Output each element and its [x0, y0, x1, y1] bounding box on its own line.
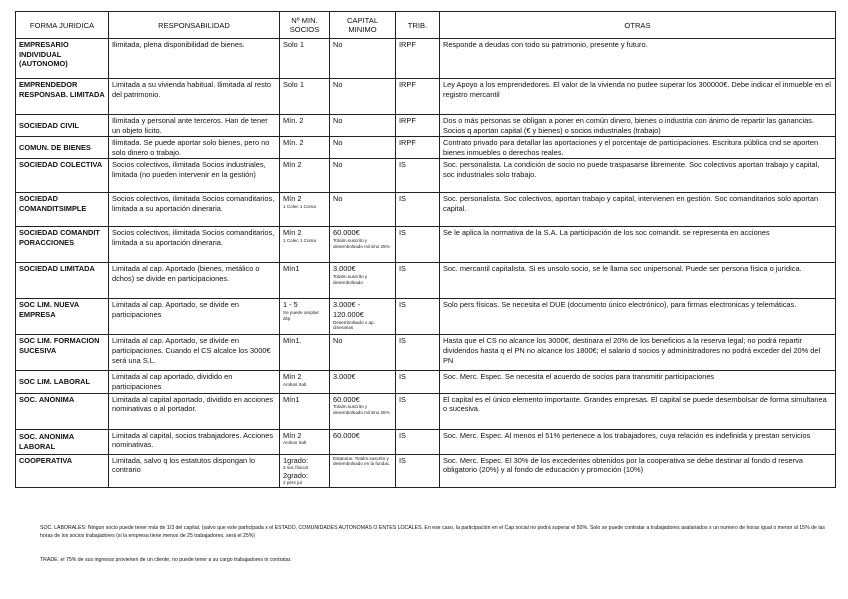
- responsabilidad-text: Limitada al cap. Aportado, se divide en participaciones. Cuando el CS alcalce los 3000€ será una S.L.: [112, 336, 271, 365]
- cell-responsabilidad: [109, 137, 280, 159]
- otras-text: Soc. Merc. Espec. El 30% de los excedentes obtenidos por la cooperativa se debe destinar al fondo d reserva obligatorio (20%) y al fondo de educación y promoción (10%): [443, 455, 803, 475]
- header-otras: OTRAS: [440, 12, 836, 39]
- responsabilidad-text: Limitada, salvo q los estatutos dispongan lo contrario: [112, 455, 255, 475]
- cell-trib: [396, 393, 440, 429]
- cell-trib: [396, 115, 440, 137]
- socios-note: Se puede ampliar dsp: [283, 309, 320, 321]
- capital-text: No: [333, 336, 343, 346]
- otras-text: Soc. mercantil capitalista. Si es unsolo socio, se le llama soc unipersonal. Puede ser persona física o jurídica.: [443, 264, 802, 274]
- responsabilidad-text: Socios colectivos, ilimitada Socios comanditarios, limitada a su aportación dineraria.: [112, 228, 275, 247]
- socios-text: Mín1: [283, 394, 300, 404]
- otras-text: Contrato privado para detallar las aportaciones y el porcentaje de participaciones. Escritura pública cnd se aporten bienes inmuebles o derechos reales.: [443, 138, 819, 157]
- forma-juridica-text: SOC. ANONIMA LABORAL: [19, 431, 74, 451]
- cell-responsabilidad: [109, 393, 280, 429]
- cell-otras: [440, 79, 836, 115]
- cell-otras: [440, 159, 836, 193]
- cell-capital: [330, 299, 396, 335]
- table-row: [16, 115, 836, 137]
- note-trade: TRADE: el 75% de sus ingresos provienen de un cliente, no puede tener a su cargo trabajadores ni contratar.: [40, 557, 292, 563]
- cell-responsabilidad: [109, 193, 280, 227]
- forma-juridica-text: EMPRESARIO INDIVIDUAL (AUTONOMO): [19, 40, 69, 69]
- cell-capital: [330, 159, 396, 193]
- responsabilidad-text: Ilimitada, plena disponibilidad de bienes.: [112, 40, 245, 49]
- socios-note: Ambos trab: [283, 440, 307, 446]
- forma-juridica-text: SOC LIM. FORMACION SUCESIVA: [19, 336, 100, 355]
- cell-responsabilidad: [109, 115, 280, 137]
- capital-text: 3.000€: [333, 264, 356, 274]
- table-row: [16, 429, 836, 454]
- capital-text: No: [333, 116, 343, 125]
- forma-juridica-text: SOCIEDAD COLECTIVA: [19, 160, 103, 170]
- cell-capital: [330, 371, 396, 393]
- forma-juridica-text: EMPRENDEDOR RESPONSAB. LIMITADA: [19, 80, 105, 99]
- capital-text: No: [333, 194, 343, 204]
- cell-responsabilidad: [109, 429, 280, 454]
- cell-capital: [330, 454, 396, 487]
- tributacion-text: IS: [399, 336, 406, 346]
- capital-text: No: [333, 80, 343, 89]
- cell-socios: [280, 335, 330, 371]
- cell-capital: [330, 115, 396, 137]
- socios-note: 1 Colec 1 Coma: [283, 237, 316, 243]
- capital-note: Totalm.suscrito y desembolsado mínimo 25%: [333, 404, 390, 415]
- responsabilidad-text: Limitada al capital, socios trabajadores. Acciones nominativas.: [112, 430, 274, 450]
- cell-socios: [280, 137, 330, 159]
- socios-text: Mín1: [283, 264, 300, 274]
- otras-text: Soc. Merc. Espec. Al menos el 51% pertenece a los trabajadores, cuya relación es indefinida y prestan servicios: [443, 430, 811, 440]
- tributacion-text: IS: [399, 394, 406, 404]
- cell-trib: [396, 454, 440, 487]
- cell-trib: [396, 429, 440, 454]
- cell-otras: [440, 193, 836, 227]
- cell-trib: [396, 159, 440, 193]
- tributacion-text: IRPF: [399, 80, 416, 89]
- socios-text: Mín 2: [283, 372, 302, 382]
- capital-text: 60.000€: [333, 228, 360, 238]
- cell-otras: [440, 371, 836, 393]
- socios-text: Mín 2: [283, 430, 302, 440]
- tributacion-text: IS: [399, 430, 406, 440]
- otras-text: Se le aplica la normativa de la S.A. La participación de los soc comandit. se representa en acciones: [443, 228, 770, 238]
- cell-otras: [440, 227, 836, 263]
- cell-socios: [280, 115, 330, 137]
- cell-responsabilidad: [109, 79, 280, 115]
- cell-forma: [16, 429, 109, 454]
- legal-forms-table: [15, 11, 836, 488]
- cell-socios: [280, 227, 330, 263]
- responsabilidad-text: Limitada al cap aportado, dividido en participaciones: [112, 372, 233, 391]
- tributacion-text: IS: [399, 300, 406, 310]
- forma-juridica-text: SOCIEDAD LIMITADA: [19, 264, 95, 274]
- table-row: [16, 393, 836, 429]
- cell-trib: [396, 263, 440, 299]
- responsabilidad-text: Socios colectivos, ilimitada Socios comanditarios, limitada a su aportación dineraria.: [112, 194, 275, 213]
- header-trib: TRIB.: [396, 12, 440, 39]
- table-row: [16, 159, 836, 193]
- table-row: [16, 454, 836, 487]
- tributacion-text: IRPF: [399, 116, 416, 125]
- table-row: [16, 227, 836, 263]
- cell-forma: [16, 193, 109, 227]
- cell-forma: [16, 159, 109, 193]
- cell-capital: [330, 137, 396, 159]
- responsabilidad-text: Limitada al cap. Aportado (bienes, metálico o dchos) se divide en participaciones.: [112, 264, 260, 283]
- capital-text: 3.000€ - 120.000€: [333, 300, 364, 319]
- cell-trib: [396, 227, 440, 263]
- tributacion-text: IS: [399, 194, 406, 204]
- otras-text: Soc. personalista. La condición de socio no puede traspasarse libremente. Soc colectivos aportan trabajo y capital, soc industriales solo trabajo.: [443, 160, 820, 179]
- header-forma: FORMA JURIDICA: [16, 12, 109, 39]
- cell-capital: [330, 335, 396, 371]
- cell-forma: [16, 79, 109, 115]
- cell-socios: [280, 299, 330, 335]
- socios-note-2: 2 pers jur: [283, 480, 303, 486]
- capital-text: 3.000€: [333, 372, 356, 382]
- cell-otras: [440, 115, 836, 137]
- table-row: [16, 335, 836, 371]
- header-capital: CAPITAL MINIMO: [330, 12, 396, 39]
- cell-capital: [330, 193, 396, 227]
- cell-trib: [396, 299, 440, 335]
- cell-responsabilidad: [109, 263, 280, 299]
- capital-text: 60.000€: [333, 430, 360, 440]
- cell-responsabilidad: [109, 335, 280, 371]
- forma-juridica-text: COMUN. DE BIENES: [19, 142, 91, 152]
- socios-text: Mín 2: [283, 194, 302, 204]
- socios-note: 3 soc físicos: [283, 465, 309, 471]
- cell-trib: [396, 335, 440, 371]
- cell-forma: [16, 115, 109, 137]
- cell-capital: [330, 393, 396, 429]
- table-row: [16, 137, 836, 159]
- socios-text: Solo 1: [283, 40, 304, 49]
- responsabilidad-text: Ilimitada y personal ante terceros. Han de tener un objeto lícito.: [112, 116, 268, 135]
- socios-text: Mín 2: [283, 160, 302, 170]
- cell-responsabilidad: [109, 159, 280, 193]
- table-row: [16, 79, 836, 115]
- otras-text: Solo pers físicas. Se necesita el DUE (documento único electrónico), para firmas electronicas y telemáticas.: [443, 300, 797, 310]
- cell-responsabilidad: [109, 371, 280, 393]
- cell-socios: [280, 429, 330, 454]
- cell-socios: [280, 159, 330, 193]
- cell-otras: [440, 299, 836, 335]
- header-socios: Nº MIN. SOCIOS: [280, 12, 330, 39]
- otras-text: El capital es el único elemento importante. Grandes empresas. El capital se puede desembolsar de forma simultanea o sucesiva.: [443, 394, 827, 414]
- cell-capital: [330, 39, 396, 79]
- cell-otras: [440, 137, 836, 159]
- cell-otras: [440, 454, 836, 487]
- header-row: [16, 12, 836, 39]
- socios-note: Ambos trab: [283, 381, 307, 387]
- cell-responsabilidad: [109, 299, 280, 335]
- responsabilidad-text: Limitada a su vivienda habitual. Ilimitada al resto del patrimonio.: [112, 80, 271, 99]
- cell-trib: [396, 39, 440, 79]
- capital-text: No: [333, 138, 343, 148]
- capital-note: Totalm.suscrito y desembolsado: [333, 273, 368, 285]
- cell-capital: [330, 79, 396, 115]
- socios-text-2: 2grado:: [283, 470, 309, 480]
- cell-capital: [330, 263, 396, 299]
- socios-text: 1 - 5: [283, 300, 298, 310]
- responsabilidad-text: Limitada al capital aportado, dividido en acciones nominativas o al portador.: [112, 394, 274, 414]
- cell-otras: [440, 335, 836, 371]
- cell-socios: [280, 193, 330, 227]
- table-row: [16, 193, 836, 227]
- header-responsabilidad: RESPONSABILIDAD: [109, 12, 280, 39]
- cell-otras: [440, 429, 836, 454]
- responsabilidad-text: Limitada al cap. Aportado, se divide en participaciones: [112, 300, 239, 319]
- cell-trib: [396, 79, 440, 115]
- tributacion-text: IRPF: [399, 138, 416, 148]
- cell-capital: [330, 429, 396, 454]
- cell-socios: [280, 393, 330, 429]
- otras-text: Ley Apoyo a los emprendedores. El valor de la vivienda no pudee superar los 300000€. Debe indicar el inmueble en el registro mercantil: [443, 80, 831, 99]
- cell-forma: [16, 335, 109, 371]
- capital-note: Totalm.suscrito y desembolsado mínimo 25%: [333, 237, 390, 249]
- cell-forma: [16, 393, 109, 429]
- cell-forma: [16, 137, 109, 159]
- forma-juridica-text: COOPERATIVA: [19, 455, 73, 465]
- otras-text: Hasta que el CS no alcance los 3000€, destinara el 20% de los beneficios a la reserva legal; no podrá repartir dividendos hasta q el PN no alcance los 1800€; el salario d socios y administradores no podrá exceder del 20% del PN: [443, 336, 821, 365]
- table-row: [16, 263, 836, 299]
- capital-text: No: [333, 40, 343, 49]
- forma-juridica-text: SOC LIM. LABORAL: [19, 377, 91, 387]
- cell-otras: [440, 263, 836, 299]
- cell-socios: [280, 263, 330, 299]
- table-row: [16, 299, 836, 335]
- cell-otras: [440, 39, 836, 79]
- note-sociedades-laborales: SOC. LABORALES: Ningun socio puede tener más de 1/3 del capital, (salvo que este participada x el ESTADO, COMUNIDADES AUTONOMAS O ENTES LOCALES. En ese caso, la participación en el Cap social no podrá superar el 50%. Solo se puede contratar a trabajadores asalariados x un numero de horas igual o menor al 15% de las horas de los socios trabajadores (si la empresa tiene menos de 25 trabajadores, será el 25%): [40, 525, 825, 539]
- forma-juridica-text: SOCIEDAD COMANDITSIMPLE: [19, 194, 87, 213]
- capital-text: 60.000€: [333, 394, 360, 404]
- cell-socios: [280, 39, 330, 79]
- otras-text: Soc. Merc. Espec. Se necesita el acuerdo de socios para transmitir participaciones: [443, 372, 715, 382]
- cell-socios: [280, 79, 330, 115]
- socios-text: Mín. 2: [283, 116, 304, 125]
- cell-forma: [16, 227, 109, 263]
- socios-text: 1grado:: [283, 455, 309, 465]
- capital-note: Estatutos. Totalm.suscrito y desembolsado en la fundac.: [333, 455, 391, 467]
- cell-forma: [16, 454, 109, 487]
- cell-trib: [396, 137, 440, 159]
- socios-note: 1 Colec 1 Coma: [283, 203, 316, 209]
- responsabilidad-text: Socios colectivos, ilimitada Socios industriales, limitada (no pueden intervenir en la gestión): [112, 160, 266, 179]
- forma-juridica-text: SOCIEDAD CIVIL: [19, 120, 79, 130]
- otras-text: Soc. personalista. Soc colectivos, aportan trabajo y capital, intervienen en gestión. Soc comanditarios solo aportan capital.: [443, 194, 819, 213]
- socios-text: Solo 1: [283, 80, 304, 89]
- cell-responsabilidad: [109, 454, 280, 487]
- table-row: [16, 371, 836, 393]
- forma-juridica-text: SOC. ANONIMA: [19, 394, 75, 404]
- cell-forma: [16, 299, 109, 335]
- socios-text: Mín 2: [283, 228, 302, 238]
- tributacion-text: IS: [399, 228, 406, 238]
- tributacion-text: IS: [399, 455, 406, 465]
- cell-trib: [396, 371, 440, 393]
- cell-trib: [396, 193, 440, 227]
- socios-text: Mín. 2: [283, 138, 304, 148]
- table-row: [16, 39, 836, 79]
- tributacion-text: IS: [399, 160, 406, 170]
- forma-juridica-text: SOCIEDAD COMANDIT PORACCIONES: [19, 228, 100, 247]
- cell-otras: [440, 393, 836, 429]
- cell-forma: [16, 371, 109, 393]
- cell-socios: [280, 454, 330, 487]
- cell-forma: [16, 39, 109, 79]
- forma-juridica-text: SOC LIM. NUEVA EMPRESA: [19, 300, 79, 319]
- capital-note: Desembolsado x ap. dinerarias: [333, 319, 375, 331]
- socios-text: Mín1.: [283, 336, 302, 346]
- cell-responsabilidad: [109, 39, 280, 79]
- cell-responsabilidad: [109, 227, 280, 263]
- cell-socios: [280, 371, 330, 393]
- tributacion-text: IS: [399, 372, 406, 382]
- tributacion-text: IRPF: [399, 40, 416, 49]
- capital-text: No: [333, 160, 343, 170]
- otras-text: Responde a deudas con todo su patrimonio, presente y futuro.: [443, 40, 648, 49]
- cell-forma: [16, 263, 109, 299]
- responsabilidad-text: Ilimitada. Se puede aportar solo bienes, pero no solo dinero o trabajo.: [112, 138, 270, 157]
- cell-capital: [330, 227, 396, 263]
- otras-text: Dos o más personas se obligan a poner en común dinero, bienes o industria con ánimo de repartir las ganancias. Socios q aportan capital (€ y bienes) o socios industriales (trabajo): [443, 116, 814, 135]
- tributacion-text: IS: [399, 264, 406, 274]
